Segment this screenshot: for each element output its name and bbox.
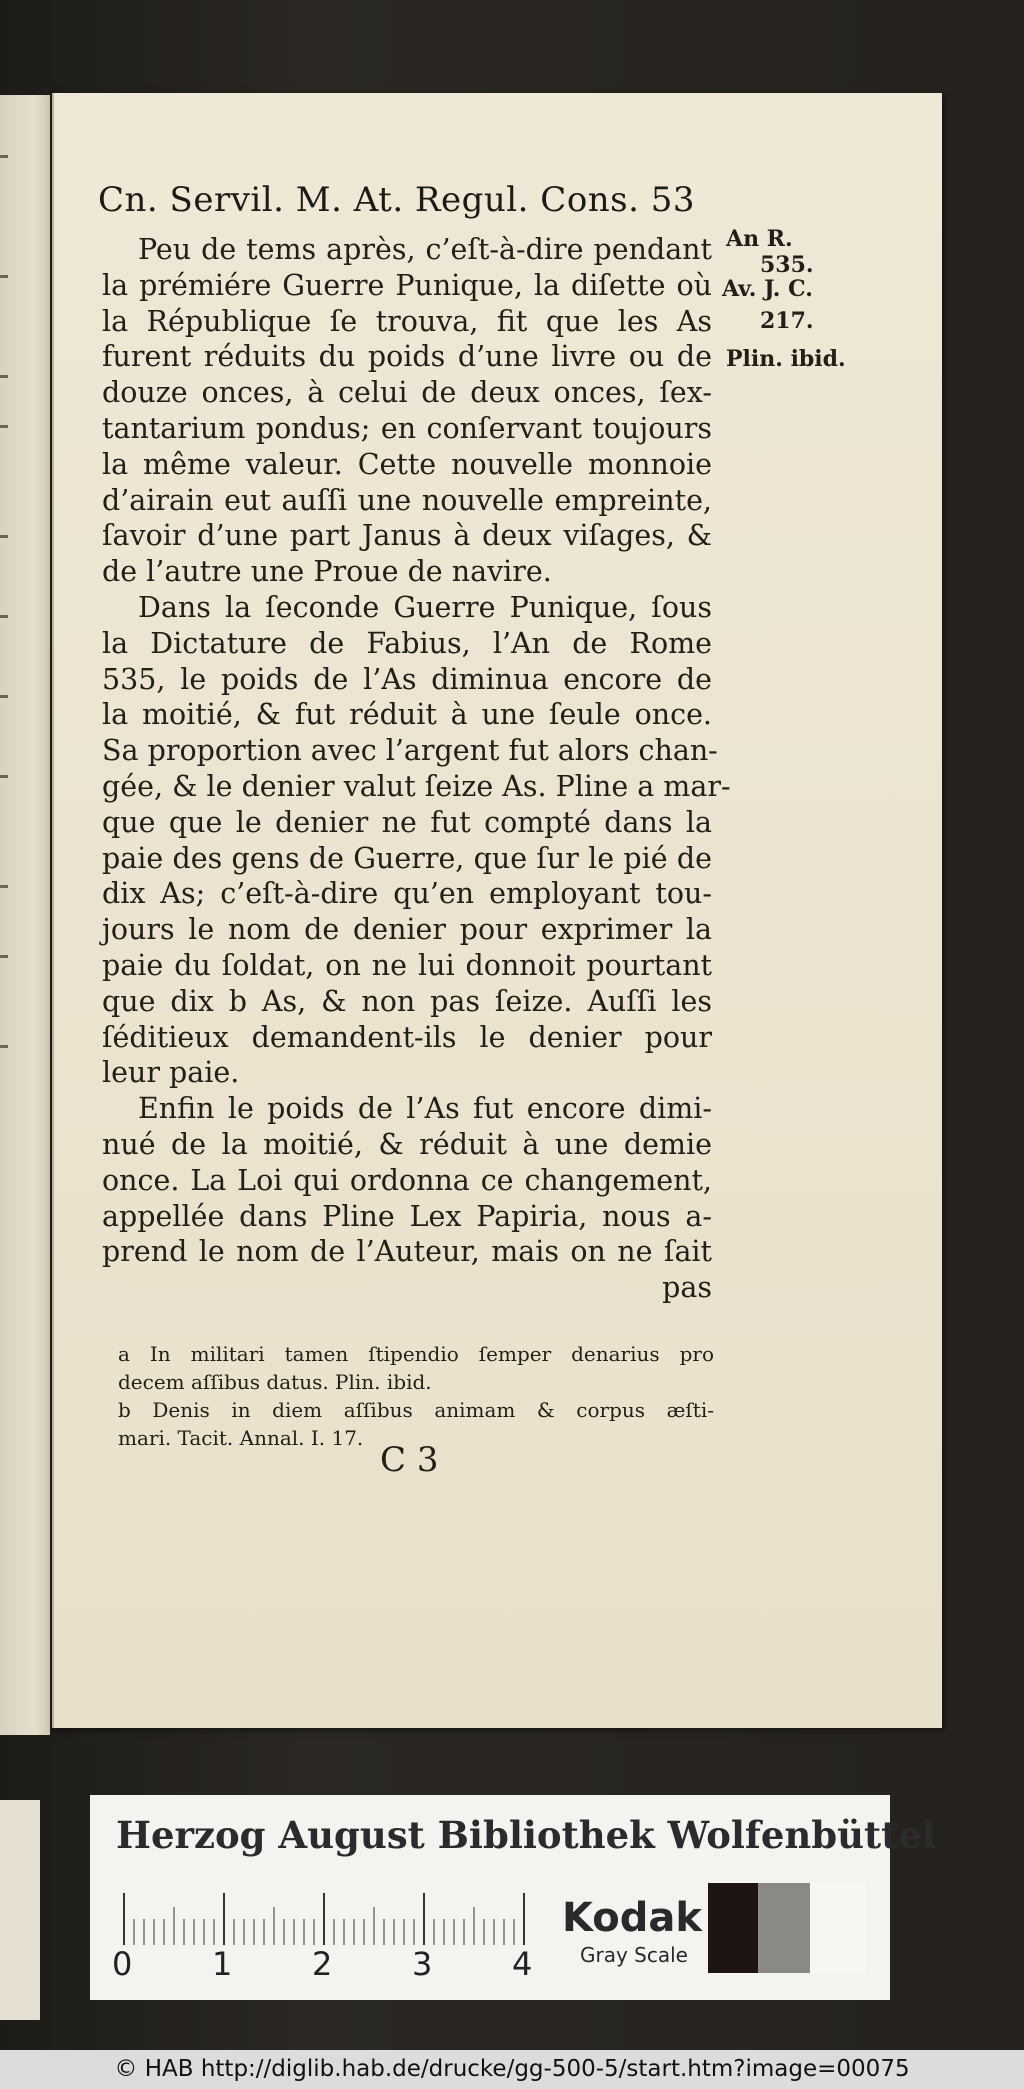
- margin-note: Av. J. C.: [722, 276, 813, 302]
- ruler-label: 3: [412, 1945, 433, 1983]
- text-line: jours le nom de denier pour exprimer la: [102, 913, 712, 947]
- white-swatch: [810, 1883, 866, 1973]
- previous-page-edge: [0, 95, 50, 1735]
- prev-page-mark: [0, 375, 8, 378]
- footnote-line: b Denis in diem aſſibus animam & corpus æſti-: [118, 1398, 714, 1422]
- ruler-scale: [120, 1893, 530, 1945]
- color-calibration-card: [90, 1795, 936, 2000]
- footnotes: [118, 1340, 714, 1452]
- text-line: d’airain eut auſſi une nouvelle empreinte,: [102, 483, 712, 517]
- text-line: la prémiére Guerre Punique, la diſette où: [102, 268, 712, 302]
- text-line: que que le denier ne fut compté dans la: [102, 805, 712, 839]
- footnote-line: mari. Tacit. Annal. I. 17.: [118, 1426, 364, 1450]
- footnote-line: a In militari tamen ſtipendio ſemper denarius pro: [118, 1342, 714, 1366]
- previous-card-edge: [0, 1800, 40, 2020]
- text-line: Peu de tems après, c’eſt-à-dire pendant: [138, 233, 712, 266]
- prev-page-mark: [0, 275, 8, 278]
- footnote-line: decem aſſibus datus. Plin. ibid.: [118, 1370, 432, 1394]
- text-line: tantarium pondus; en conſervant toujours: [102, 411, 712, 445]
- library-name: Herzog August Bibliothek Wolfenbüttel: [116, 1813, 936, 1857]
- text-line: leur paie.: [102, 1056, 240, 1090]
- text-line: paie du ſoldat, on ne lui donnoit pourtant: [102, 948, 712, 982]
- prev-page-mark: [0, 955, 8, 958]
- text-line: paie des gens de Guerre, que ſur le pié de: [102, 841, 712, 875]
- ruler-label: 0: [112, 1945, 133, 1983]
- running-head: Cn. Servil. M. At. Regul. Cons. 53: [98, 180, 696, 220]
- gray-swatch: [758, 1883, 810, 1973]
- prev-page-mark: [0, 615, 8, 618]
- margin-note: 535.: [760, 252, 814, 278]
- text-line: 535, le poids de l’As diminua encore de: [102, 662, 712, 696]
- text-line: furent réduits du poids d’une livre ou de: [102, 340, 712, 374]
- copyright-footer: © HAB http://diglib.hab.de/drucke/gg-500-5/start.htm?image=00075: [0, 2050, 1024, 2089]
- prev-page-mark: [0, 1045, 8, 1048]
- page-gutter: [52, 93, 54, 1728]
- text-line: prend le nom de l’Auteur, mais on ne ſait: [102, 1235, 712, 1269]
- ruler-label: 4: [512, 1945, 533, 1983]
- kodak-logo: Kodak: [562, 1895, 702, 1941]
- text-line: que dix b As, & non pas ſeize. Auſſi les: [102, 984, 712, 1018]
- text-line: Enfin le poids de l’As fut encore dimi-: [138, 1092, 712, 1126]
- prev-page-mark: [0, 885, 8, 888]
- text-line: nué de la moitié, & réduit à une demie: [102, 1127, 712, 1161]
- ruler-label: 1: [212, 1945, 233, 1983]
- text-line: pas: [662, 1271, 712, 1305]
- text-line: de l’autre une Proue de navire.: [102, 555, 552, 589]
- text-line: douze onces, à celui de deux onces, ſex-: [102, 376, 712, 410]
- text-line: dix As; c’eſt-à-dire qu’en employant tou-: [102, 877, 712, 911]
- gray-scale-label: Gray Scale: [580, 1943, 688, 1967]
- prev-page-mark: [0, 695, 8, 698]
- text-line: ſéditieux demandent-ils le denier pour: [102, 1020, 712, 1054]
- prev-page-mark: [0, 155, 8, 158]
- margin-note: An R.: [726, 226, 793, 252]
- margin-note: 217.: [760, 308, 814, 334]
- signature-mark: C 3: [380, 1440, 439, 1480]
- ruler-label: 2: [312, 1945, 333, 1983]
- margin-note: Plin. ibid.: [726, 346, 846, 372]
- text-line: Dans la ſeconde Guerre Punique, ſous: [138, 590, 712, 624]
- prev-page-mark: [0, 775, 8, 778]
- text-line: la moitié, & fut réduit à une ſeule once.: [102, 698, 712, 732]
- text-line: Sa proportion avec l’argent fut alors chan-: [102, 734, 718, 768]
- text-line: la Dictature de Fabius, l’An de Rome: [102, 626, 712, 660]
- text-line: gée, & le denier valut ſeize As. Pline a mar-: [102, 769, 731, 803]
- text-line: appellée dans Pline Lex Papiria, nous a-: [102, 1199, 712, 1233]
- text-line: la République ſe trouva, fit que les As: [102, 304, 712, 338]
- black-swatch: [708, 1883, 758, 1973]
- body-text: [102, 232, 731, 1306]
- text-line: la même valeur. Cette nouvelle monnoie: [102, 447, 712, 481]
- prev-page-mark: [0, 425, 8, 428]
- text-line: once. La Loi qui ordonna ce changement,: [102, 1163, 712, 1197]
- text-line: ſavoir d’une part Janus à deux viſages, &: [102, 519, 712, 553]
- prev-page-mark: [0, 535, 8, 538]
